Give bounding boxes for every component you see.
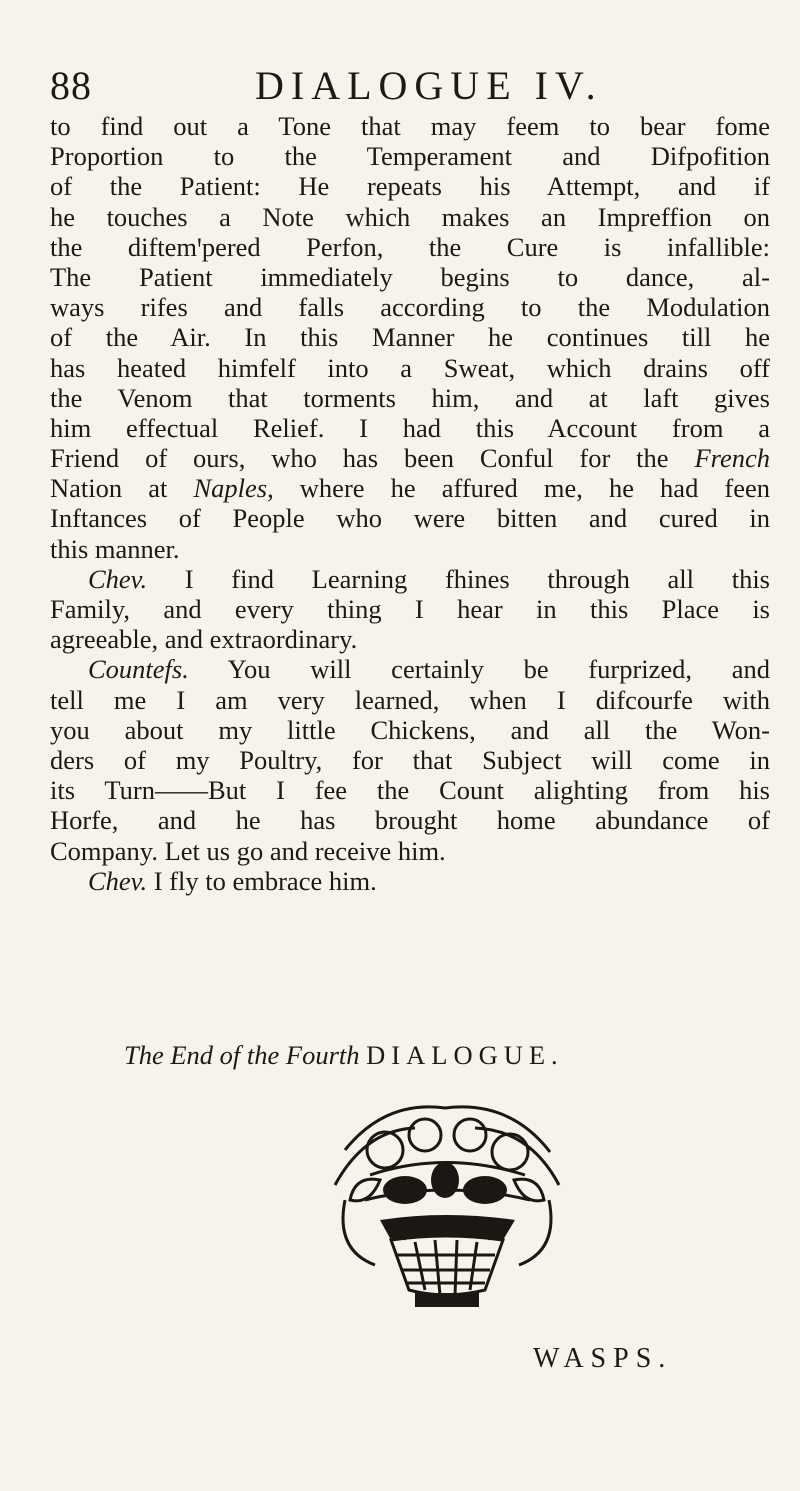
speech-text: I fly to embrace him. <box>147 865 377 896</box>
speaker-name: Chev. <box>88 865 148 896</box>
end-caps-text: DIALOGUE. <box>366 1040 564 1070</box>
text-line: its Turn——But I fee the Count alighting from his <box>50 775 770 806</box>
text-line: Inftances of People who were bitten and cured in <box>50 503 770 534</box>
text-line <box>50 564 770 594</box>
text-line: him effectual Relief. I had this Account from a <box>50 412 770 443</box>
speech-text: You will certainly be furprized, and <box>188 654 770 685</box>
text-line <box>50 866 770 896</box>
text-line <box>50 473 770 503</box>
text-line: to find out a Tone that may feem to bear fome <box>50 111 770 141</box>
speech-text: I find Learning fhines through all this <box>147 563 770 594</box>
text-line: ders of my Poultry, for that Subject will come in <box>50 744 770 775</box>
text-line: he touches a Note which makes an Impreffion on <box>50 201 770 232</box>
text-line: Family, and every thing I hear in this Place is <box>50 594 770 624</box>
text-line <box>50 443 770 473</box>
basket-ornament-icon <box>325 1090 569 1312</box>
text-line: agreeable, and extraordinary. <box>50 624 358 655</box>
text-line: Proportion to the Temperament and Difpofition <box>50 141 770 172</box>
italic-word: French <box>694 443 770 474</box>
text-line: of the Patient: He repeats his Attempt, and if <box>50 171 770 202</box>
speaker-name: Chev. <box>88 563 148 594</box>
text-line: ways rifes and falls according to the Modulation <box>50 292 770 323</box>
text-line: the diftemꞌpered Perfon, the Cure is infallible: <box>50 231 770 262</box>
line-fragment: Friend of ours, who has been Conful for the <box>50 443 695 474</box>
text-line: the Venom that torments him, and at laft gives <box>50 382 770 413</box>
text-line: of the Air. In this Manner he continues till he <box>50 322 770 353</box>
text-line: Horfe, and he has brought home abundance of <box>50 805 770 836</box>
italic-word: Naples <box>193 473 268 504</box>
text-line: this manner. <box>50 533 180 564</box>
page-header <box>0 62 800 112</box>
line-fragment: , where he affured me, he had feen <box>267 473 771 504</box>
text-line: The Patient immediately begins to dance, al- <box>50 261 770 292</box>
body-text <box>50 111 770 896</box>
running-head: DIALOGUE IV. <box>255 63 603 108</box>
page-number: 88 <box>50 63 92 108</box>
text-line: tell me I am very learned, when I difcourfe with <box>50 684 770 715</box>
speaker-name: Countefs. <box>88 654 189 685</box>
text-line <box>50 654 770 684</box>
text-line: you about my little Chickens, and all the Won- <box>50 714 770 745</box>
line-fragment: Nation at <box>50 473 194 504</box>
text-line: has heated himfelf into a Sweat, which drains off <box>50 352 770 383</box>
catchword: WASPS. <box>533 1343 673 1374</box>
text-line: Company. Let us go and receive him. <box>50 835 446 866</box>
end-italic-text: The End of the Fourth <box>124 1040 360 1070</box>
end-of-dialogue-line <box>124 1040 564 1071</box>
